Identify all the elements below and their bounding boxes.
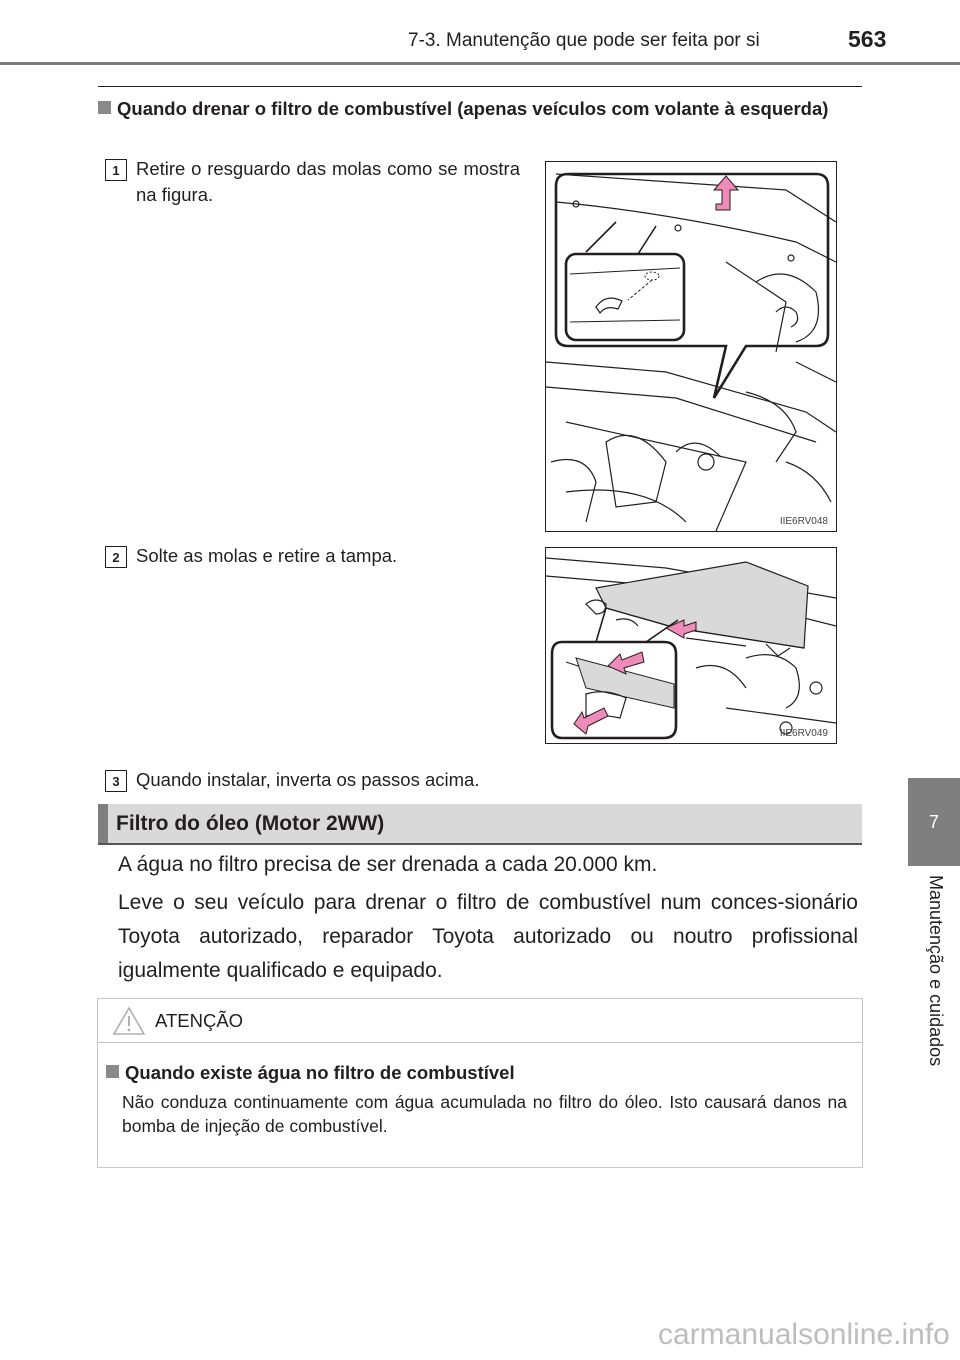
step-2-text: Solte as molas e retire a tampa. [136, 545, 398, 566]
step-1-number: 1 [105, 159, 127, 181]
chapter-tab: 7 [908, 778, 960, 866]
figure-1-code: IIE6RV048 [779, 516, 828, 527]
square-bullet-icon [98, 101, 111, 114]
section-band-rule [98, 843, 862, 845]
section-band-marker [98, 804, 108, 844]
figure-cover-removal [545, 547, 837, 744]
chapter-label-text: Manutenção e cuidados [926, 875, 946, 1067]
engine-bay-illustration-2 [546, 548, 836, 743]
engine-bay-illustration-1 [546, 162, 836, 531]
content-divider [98, 86, 862, 87]
step-1-text: Retire o resguardo das molas como se mostra na figura. [136, 158, 520, 205]
subsection-heading [98, 96, 862, 121]
section-paragraph-2: Leve o seu veículo para drenar o filtro de combustível num conces-sionário Toyota autorizado, reparador Toyota autorizado ou noutro profissional igualmente qualificado e equipado. [118, 891, 858, 982]
section-title: Filtro do óleo (Motor 2WW) [116, 812, 385, 835]
watermark: carmanualsonline.info [658, 1318, 950, 1351]
warning-title: ATENÇÃO [155, 1010, 244, 1031]
figure-2-code: IIE6RV049 [779, 728, 828, 739]
page-number: 563 [848, 26, 887, 52]
chapter-label [906, 875, 960, 1175]
figure-spring-cover [545, 161, 837, 532]
section-paragraph-1: A água no filtro precisa de ser drenada a cada 20.000 km. [118, 853, 658, 876]
running-header: 7-3. Manutenção que pode ser feita por si [408, 30, 760, 51]
step-3-text: Quando instalar, inverta os passos acima. [136, 769, 480, 790]
step-3-number: 3 [105, 770, 127, 792]
warning-subtitle: Quando existe água no filtro de combustível [125, 1062, 515, 1083]
step-2-number: 2 [105, 546, 127, 568]
subsection-title: Quando drenar o filtro de combustível (apenas veículos com volante à esquerda) [117, 98, 829, 119]
warning-triangle-icon [112, 1006, 146, 1036]
header-divider [0, 62, 960, 65]
warning-divider [98, 1042, 862, 1043]
warning-subheading [106, 1062, 515, 1084]
warning-text: Não conduza continuamente com água acumulada no filtro do óleo. Isto causará danos na bomba de injeção de combustível. [122, 1092, 847, 1136]
square-bullet-icon [106, 1065, 119, 1078]
